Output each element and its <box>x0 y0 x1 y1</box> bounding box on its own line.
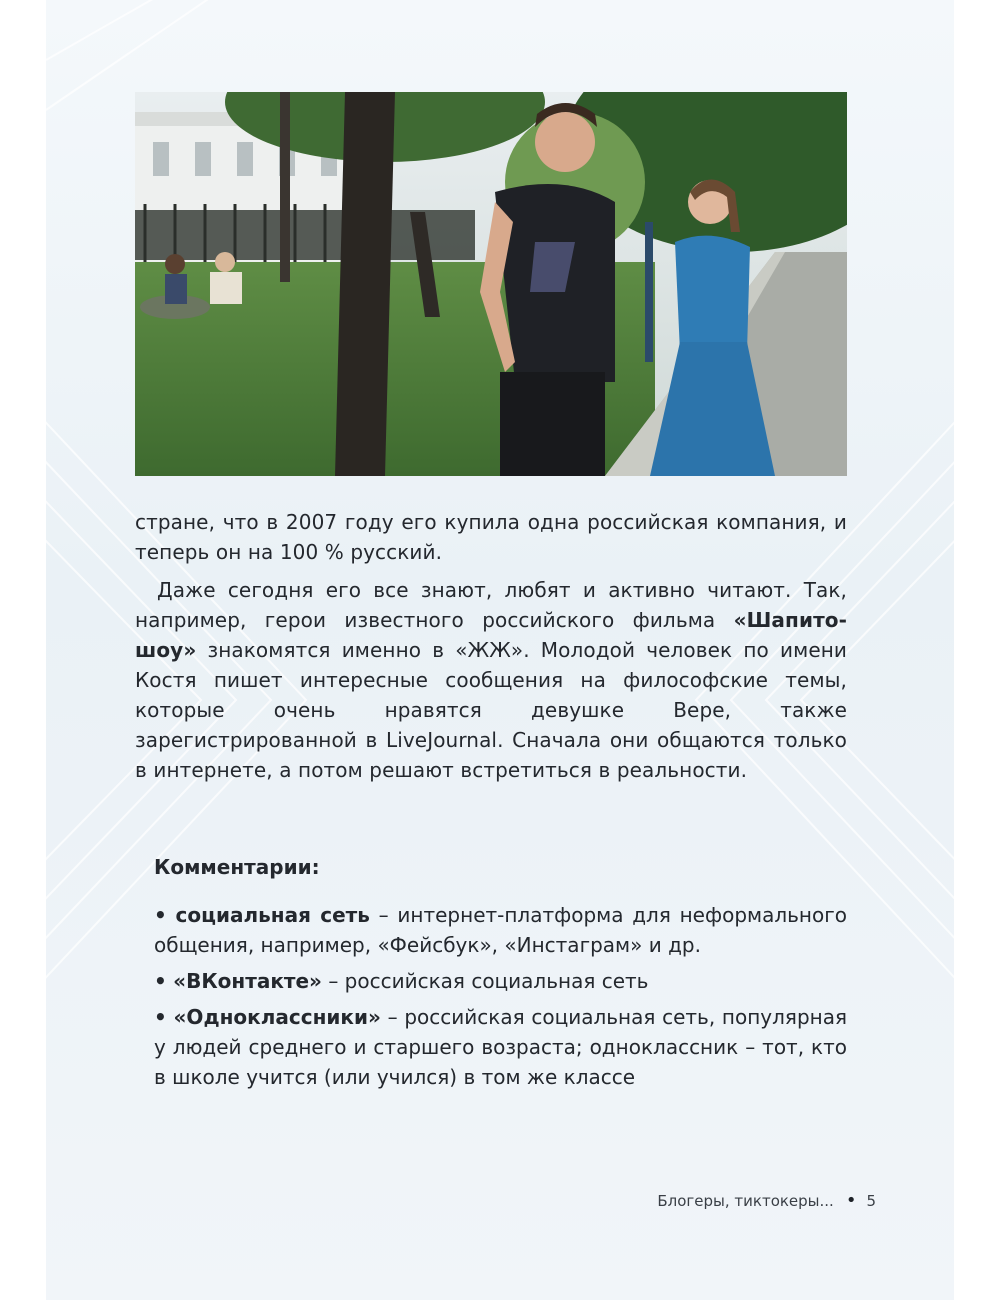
comments-heading: Комментарии: <box>154 855 320 879</box>
paragraph-1 <box>135 507 847 567</box>
comment-item <box>154 966 847 996</box>
film-title-bold: «Шапито-шоу» <box>135 608 847 662</box>
paragraph-1-text: стране, что в 2007 году его купила одна российская компания, и теперь он на 100 % русский. <box>135 510 847 564</box>
comment-item <box>154 900 847 960</box>
page <box>46 0 954 1300</box>
photo-couple-in-park <box>135 92 847 476</box>
paragraph-2-text-start: Даже сегодня его все знают, любят и активно читают. Так, например, герои известного российского фильма <box>135 578 847 632</box>
comment-item <box>154 1002 847 1092</box>
running-title: Блогеры, тиктокеры... <box>657 1192 834 1210</box>
comment-term: «Одноклассники» <box>173 1005 381 1029</box>
comment-term: социальная сеть <box>175 903 370 927</box>
bullet-icon: • <box>154 969 167 993</box>
paragraph-2-text-end: знакомятся именно в «ЖЖ». Молодой человек по имени Костя пишет интересные сообщения на философские темы, которые очень нравятся девушке Вере, также зарегистрированной в LiveJournal. Сначала они общаются только в интернете, а потом решают встретиться в реальности. <box>135 638 847 782</box>
separator-dot-icon: • <box>845 1190 857 1211</box>
comment-definition: – российская социальная сеть, популярная у людей среднего и старшего возраста; одноклассник – тот, кто в школе учится (или учился) в том же классе <box>154 1005 848 1089</box>
bullet-icon: • <box>154 1005 167 1029</box>
comments-section <box>154 852 847 1098</box>
page-footer <box>657 1190 876 1211</box>
bullet-icon: • <box>154 903 167 927</box>
comment-definition: – российская социальная сеть <box>321 969 649 993</box>
page-number: 5 <box>866 1192 876 1210</box>
comment-definition: – интернет-платформа для неформального общения, например, «Фейсбук», «Инстаграм» и др. <box>154 903 847 957</box>
comment-term: «ВКонтакте» <box>173 969 322 993</box>
paragraph-2 <box>135 575 847 785</box>
